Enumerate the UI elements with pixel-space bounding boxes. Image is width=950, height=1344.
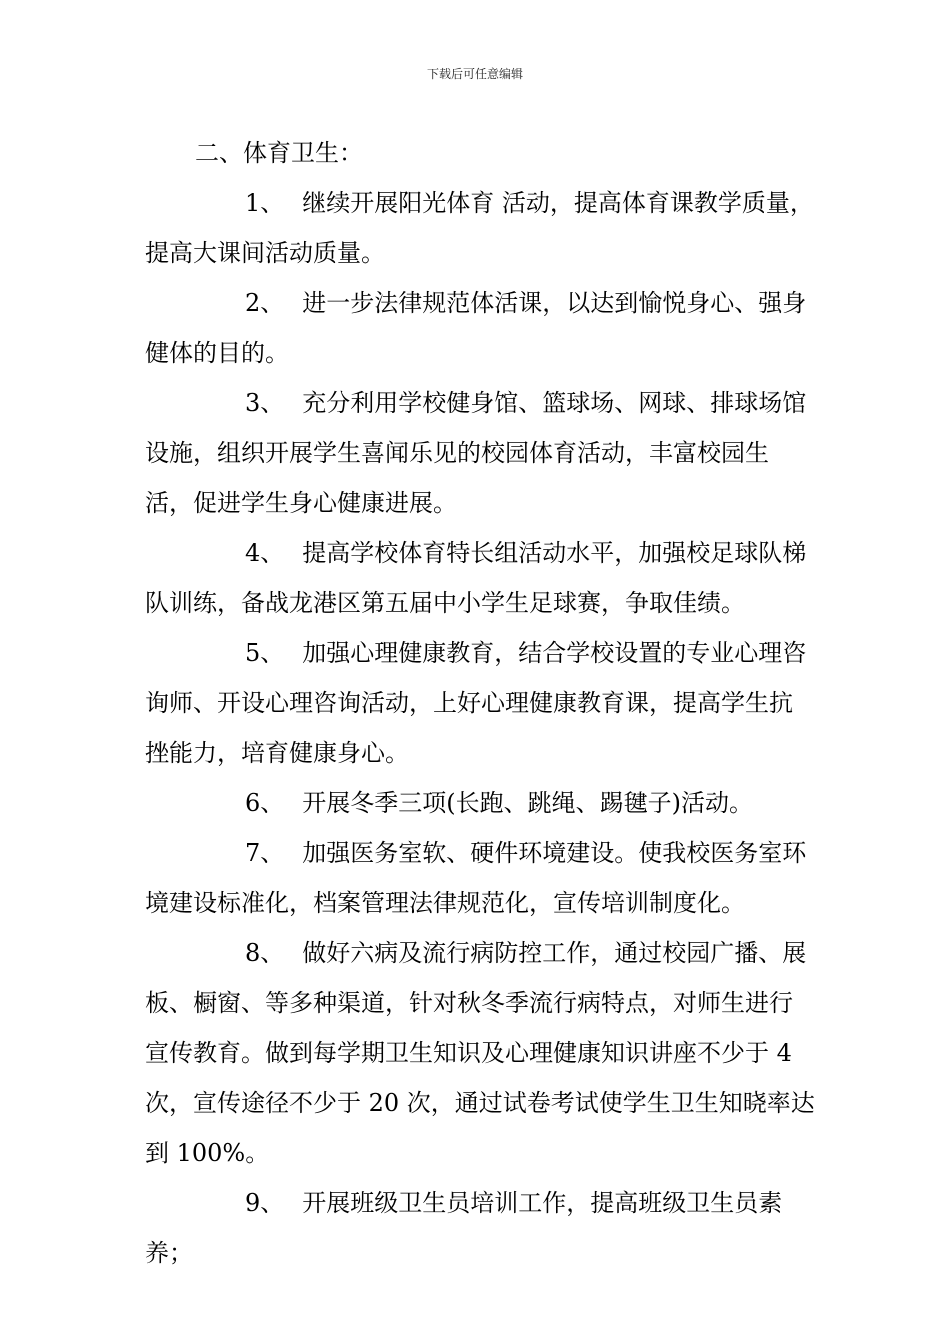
item-text: 进一步法律规范体活课，以达到愉悦身心、强身健体的目的。	[145, 289, 807, 367]
item-number: 4、	[245, 539, 285, 567]
item-number: 1、	[245, 189, 285, 217]
item-number: 6、	[245, 789, 285, 817]
item-number: 5、	[245, 639, 285, 667]
item-number: 3、	[245, 389, 285, 417]
item-text: 做好六病及流行病防控工作，通过校园广播、展板、橱窗、等多种渠道，针对秋冬季流行病特点，对师生进行宣传教育。做到每学期卫生知识及心理健康知识讲座不少于 4 次，宣传途径不少于 20 次，通过试卷考试使学生卫生知晓率达到 100%。	[145, 939, 815, 1167]
item-text: 提高学校体育特长组活动水平，加强校足球队梯队训练，备战龙港区第五届中小学生足球赛，争取佳绩。	[145, 539, 807, 617]
item-text: 加强医务室软、硬件环境建设。使我校医务室环境建设标准化，档案管理法律规范化，宣传培训制度化。	[145, 839, 807, 917]
document-body	[145, 128, 815, 1278]
list-item	[145, 628, 815, 778]
list-item	[145, 178, 815, 278]
item-text: 充分利用学校健身馆、篮球场、网球、排球场馆设施，组织开展学生喜闻乐见的校园体育活动，丰富校园生活，促进学生身心健康进展。	[145, 389, 807, 517]
list-item	[145, 278, 815, 378]
page-header-note: 下载后可任意编辑	[426, 67, 523, 81]
item-text: 加强心理健康教育，结合学校设置的专业心理咨询师、开设心理咨询活动，上好心理健康教育课，提高学生抗挫能力，培育健康身心。	[145, 639, 807, 767]
item-number: 7、	[245, 839, 285, 867]
list-item	[145, 828, 815, 928]
item-text: 开展班级卫生员培训工作，提高班级卫生员素养；	[145, 1189, 783, 1267]
list-item	[145, 928, 815, 1178]
list-item	[145, 778, 815, 828]
item-text: 继续开展阳光体育 活动，提高体育课教学质量，提高大课间活动质量。	[145, 189, 814, 267]
list-item	[145, 1178, 815, 1278]
item-number: 8、	[245, 939, 285, 967]
list-item	[145, 378, 815, 528]
item-number: 2、	[245, 289, 285, 317]
item-number: 9、	[245, 1189, 285, 1217]
section-title: 二、体育卫生：	[195, 139, 363, 167]
item-text: 开展冬季三项(长跑、跳绳、踢毽子)活动。	[302, 789, 754, 817]
list-item	[145, 528, 815, 628]
